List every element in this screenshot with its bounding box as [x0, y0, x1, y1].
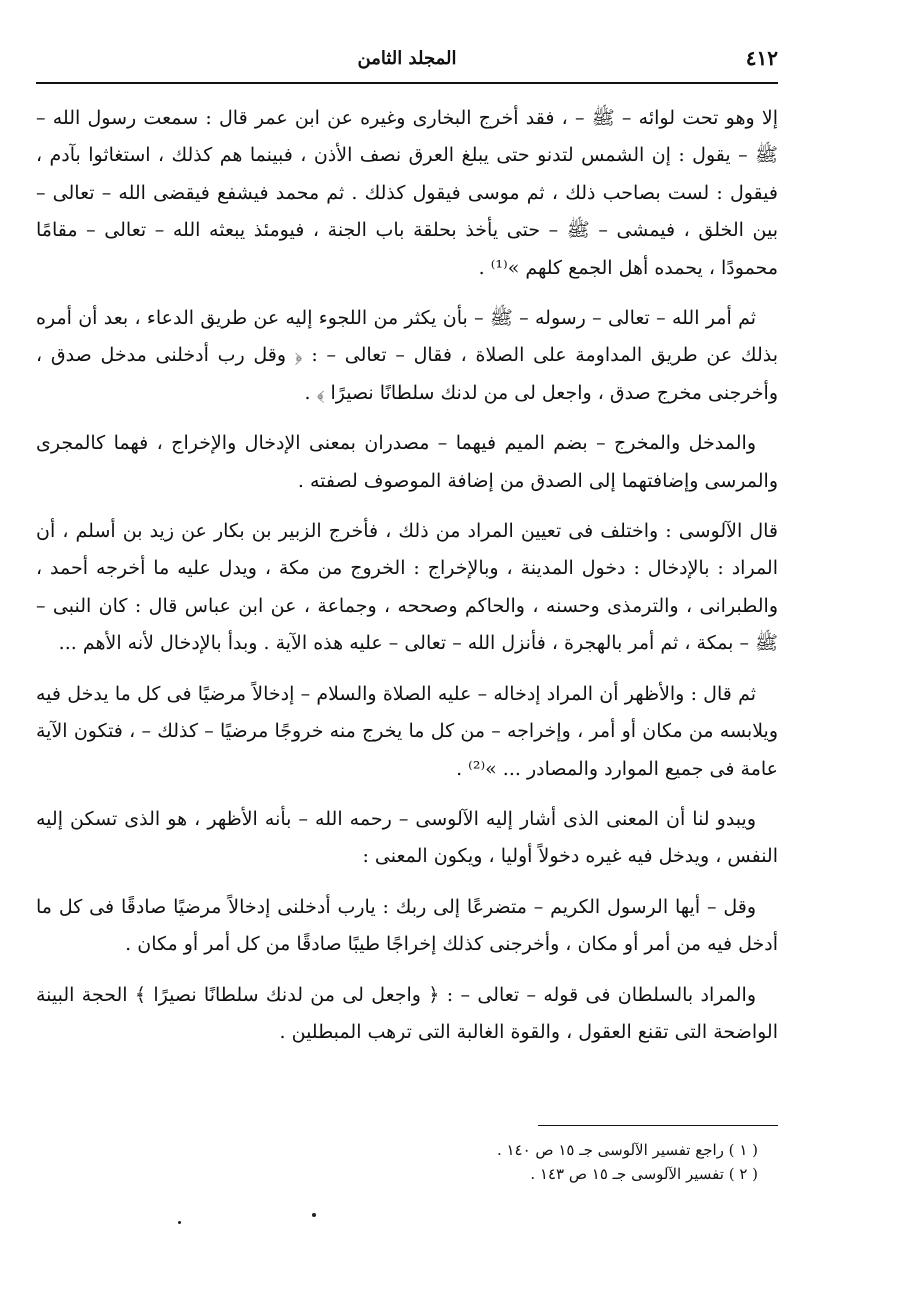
scan-speck [312, 1213, 316, 1217]
paragraph-2: ثم أمر الله – تعالى – رسوله – ﷺ – بأن يكثر من اللجوء إليه عن طريق الدعاء ، بعد أن أمره بذلك عن طريق المداومة على الصلاة ، فقال – تعالى – : ﴿ وقل رب أدخلنى مدخل صدق ، وأخرجنى مخرج صدق ، واجعل لى من لدنك سلطانًا نصيرًا ﴾ . [36, 307, 778, 404]
running-title: المجلد الثامن [357, 48, 457, 69]
paragraph-4: قال الآلوسى : واختلف فى تعيين المراد من ذلك ، فأخرج الزبير بن بكار عن زيد بن أسلم ، أن المراد : بالإدخال : دخول المدينة ، وبالإخراج : الخروج من مكة ، ويدل عليه ما أخرجه أحمد ، والطبرانى ، والترمذى وحسنه ، والحاكم وصححه ، وجماعة ، عن ابن عباس قال : كان النبى – ﷺ – بمكة ، ثم أمر بالهجرة ، فأنزل الله – تعالى – عليه هذه الآية . وبدأ بالإدخال لأنه الأهم ... [36, 520, 778, 655]
footnote-2: ( ٢ ) تفسير الآلوسى جـ ١٥ ص ١٤٣ . [530, 1165, 758, 1183]
page-number: ٤١٢ [745, 46, 778, 70]
footnotes [36, 1138, 758, 1186]
paragraph-1: إلا وهو تحت لوائه – ﷺ – ، فقد أخرج البخارى وغيره عن ابن عمر قال : سمعت رسول الله – ﷺ – يقول : إن الشمس لتدنو حتى يبلغ العرق نصف الأذن ، فبينما هم كذلك ، استغاثوا بآدم ، فيقول : لست بصاحب ذلك ، ثم موسى فيقول كذلك . ثم محمد فيشفع فيقضى الله – تعالى – بين الخلق ، فيمشى – ﷺ – حتى يأخذ بحلقة باب الجنة ، فيومئذ يبعثه الله – تعالى – مقامًا محمودًا ، يحمده أهل الجمع كلهم »⁽¹⁾ . [36, 107, 778, 279]
scan-speck [178, 1221, 181, 1224]
body-text [36, 100, 778, 1064]
paragraph-5: ثم قال : والأظهر أن المراد إدخاله – عليه الصلاة والسلام – إدخالاً مرضيًا فى كل ما يدخل فيه ويلابسه من مكان أو أمر ، وإخراجه – من كل ما يخرج منه خروجًا مرضيًا – كذلك – ، فتكون الآية عامة فى جميع الموارد والمصادر ... »⁽²⁾ . [36, 682, 778, 780]
paragraph-8: والمراد بالسلطان فى قوله – تعالى – : ﴿ واجعل لى من لدنك سلطانًا نصيرًا ﴾ الحجة البينة الواضحة التى تقنع العقول ، والقوة الغالبة التى ترهب المبطلين . [36, 983, 778, 1043]
paragraph-3: والمدخل والمخرج – بضم الميم فيهما – مصدران بمعنى الإدخال والإخراج ، فهما كالمجرى والمرسى وإضافتهما إلى الصدق من إضافة الموصوف لصفته . [36, 432, 778, 492]
footnote-1: ( ١ ) راجع تفسير الآلوسى جـ ١٥ ص ١٤٠ . [496, 1141, 758, 1159]
paragraph-7: وقل – أيها الرسول الكريم – متضرعًا إلى ربك : يارب أدخلنى إدخالاً مرضيًا صادقًا فى كل ما أدخل فيه من أمر أو مكان ، وأخرجنى كذلك إخراجًا طيبًا صادقًا من كل أمر أو مكان . [36, 895, 778, 956]
paragraph-6: ويبدو لنا أن المعنى الذى أشار إليه الآلوسى – رحمه الله – بأنه الأظهر ، هو الذى تسكن إليه النفس ، ويدخل فيه غيره دخولاً أوليا ، ويكون المعنى : [36, 807, 778, 868]
page-header [36, 42, 778, 84]
footnote-divider [538, 1125, 778, 1126]
